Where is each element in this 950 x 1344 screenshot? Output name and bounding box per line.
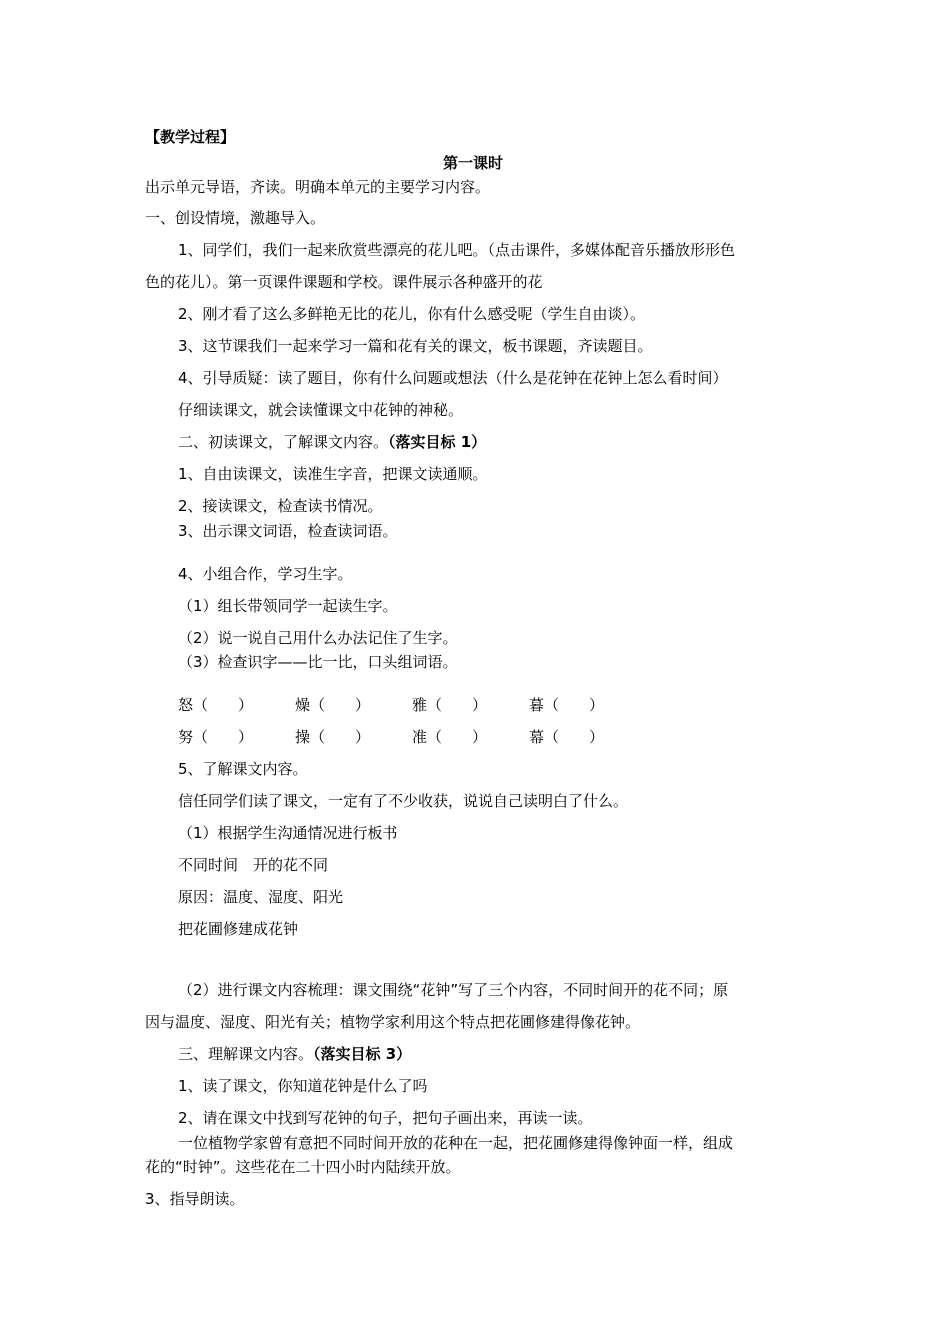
- board-note: 把花圃修建成花钟: [178, 920, 299, 938]
- paragraph-line: 4、引导质疑：读了题目，你有什么问题或想法（什么是花钟在花钟上怎么看时间）: [178, 369, 728, 387]
- paragraph-line: 3、这节课我们一起来学习一篇和花有关的课文，板书课题，齐读题目。: [178, 337, 653, 355]
- paragraph-line: 因与温度、湿度、阳光有关；植物学家利用这个特点把花圃修建得像花钟。: [145, 1013, 641, 1031]
- section-heading: 一、创设情境，激趣导入。: [145, 209, 326, 227]
- paragraph-line: （1）组长带领同学一起读生字。: [178, 597, 398, 615]
- word-blank: 燥（ ）: [295, 696, 371, 714]
- word-blank: 雅（ ）: [412, 696, 488, 714]
- section-title: 【教学过程】: [145, 128, 236, 146]
- word-blank: 暮（ ）: [529, 696, 605, 714]
- word-blank: 怒（ ）: [178, 696, 254, 714]
- section-heading-text: 三、理解课文内容。: [178, 1045, 314, 1063]
- paragraph-line: 2、刚才看了这么多鲜艳无比的花儿，你有什么感受呢（学生自由谈）。: [178, 305, 646, 323]
- paragraph-line: （3）检查识字——比一比，口头组词语。: [178, 653, 458, 671]
- section-heading-text: 二、初读课文，了解课文内容。: [178, 433, 389, 451]
- paragraph-line: 3、出示课文词语，检查读词语。: [178, 522, 398, 540]
- word-blank: 努（ ）: [178, 728, 254, 746]
- word-blank: 操（ ）: [295, 728, 371, 746]
- paragraph-line: （2）进行课文内容梳理：课文围绕“花钟”写了三个内容，不同时间开的花不同；原: [178, 981, 729, 999]
- paragraph-line: 1、同学们，我们一起来欣赏些漂亮的花儿吧。（点击课件，多媒体配音乐播放形形色: [178, 241, 736, 259]
- board-note: 原因：温度、湿度、阳光: [178, 888, 344, 906]
- paragraph-line: 5、了解课文内容。: [178, 760, 308, 778]
- quote-line: 一位植物学家曾有意把不同时间开放的花种在一起，把花圃修建得像钟面一样，组成: [178, 1134, 734, 1152]
- paragraph-line: 4、小组合作，学习生字。: [178, 565, 353, 583]
- paragraph-line: 1、自由读课文，读准生字音，把课文读通顺。: [178, 465, 488, 483]
- paragraph-line: 色的花儿）。第一页课件课题和学校。课件展示各种盛开的花: [145, 273, 543, 291]
- board-note: 不同时间 开的花不同: [178, 856, 329, 874]
- paragraph-line: 出示单元导语，齐读。明确本单元的主要学习内容。: [145, 178, 491, 196]
- section-goal: （落实目标 1）: [388, 433, 487, 451]
- paragraph-line: 1、读了课文，你知道花钟是什么了吗: [178, 1077, 428, 1095]
- paragraph-line: （1）根据学生沟通情况进行板书: [178, 824, 398, 842]
- word-blank: 幕（ ）: [529, 728, 605, 746]
- quote-line: 花的“时钟”。这些花在二十四小时内陆续开放。: [145, 1158, 461, 1176]
- paragraph-line: 信任同学们读了课文，一定有了不少收获，说说自己读明白了什么。: [178, 792, 629, 810]
- paragraph-line: 2、请在课文中找到写花钟的句子，把句子画出来，再读一读。: [178, 1109, 593, 1127]
- section-heading: [178, 1044, 411, 1064]
- section-goal: （落实目标 3）: [313, 1045, 412, 1063]
- paragraph-line: 3、指导朗读。: [145, 1190, 245, 1208]
- paragraph-line: 仔细读课文，就会读懂课文中花钟的神秘。: [178, 401, 464, 419]
- lesson-title: 第一课时: [443, 154, 504, 172]
- paragraph-line: 2、接读课文，检查读书情况。: [178, 497, 383, 515]
- word-blank: 准（ ）: [412, 728, 488, 746]
- section-heading: [178, 432, 486, 452]
- paragraph-line: （2）说一说自己用什么办法记住了生字。: [178, 629, 458, 647]
